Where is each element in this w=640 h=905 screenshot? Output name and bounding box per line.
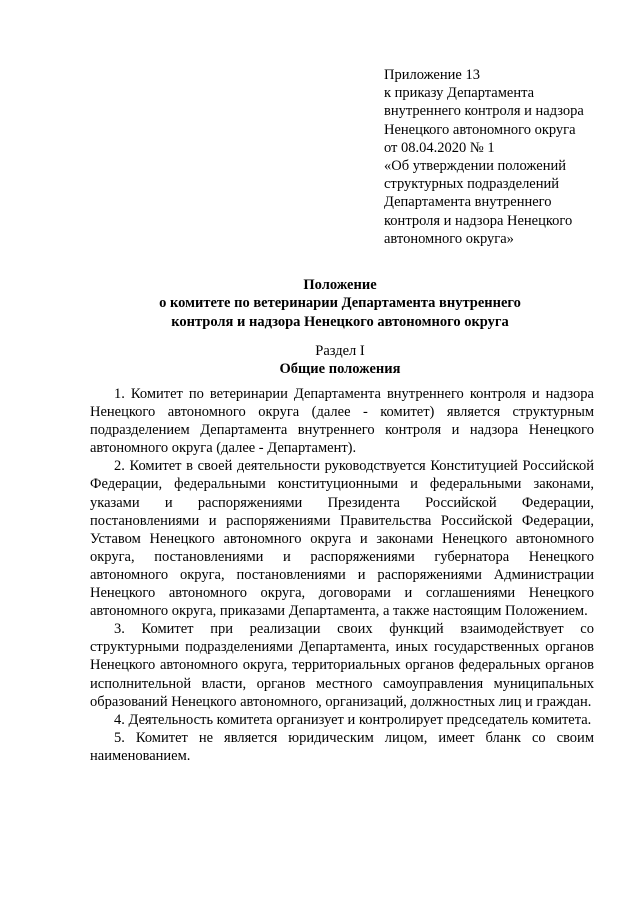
title-line: Положение [303,277,377,293]
appendix-line: к приказу Департамента [384,85,535,102]
appendix-line: структурных подразделений [384,176,560,193]
document-title [90,276,590,331]
appendix-line: Ненецкого автономного округа [384,121,576,138]
appendix-header [384,66,624,248]
appendix-line: «Об утверждении положений [384,158,566,175]
appendix-line: Департамента внутреннего [384,194,552,211]
appendix-line: внутреннего контроля и надзора [384,103,584,120]
document-body [90,385,594,765]
appendix-line: автономного округа» [384,230,514,247]
appendix-line: от 08.04.2020 № 1 [384,139,495,156]
paragraph: 4. Деятельность комитета организует и контролирует председатель комитета. [114,711,592,728]
appendix-line: Приложение 13 [384,67,480,83]
appendix-line: контроля и надзора Ненецкого [384,212,573,229]
title-line: о комитете по ветеринарии Департамента внутреннего [159,295,521,312]
title-line: контроля и надзора Ненецкого автономного округа [171,313,509,330]
section-heading: Общие положения [279,361,401,378]
paragraph: 2. Комитет в своей деятельности руководствуется Конституцией Российской Федерации, федеральными конституционными и федеральными законами, указами и распоряжениями Президента Российской Федерации, постановлениями и распоряжениями Правительства Российской Федерации, Уставом Ненецкого автономного округа и законами Ненецкого автономного округа, постановлениями и распоряжениями губернатора Ненецкого автономного округа, постановлениями и распоряжениями Администрации Ненецкого автономного округа, договорами и соглашениями Ненецкого автономного округа, приказами Департамента, а также настоящим Положением. [90,458,594,620]
paragraph: 3. Комитет при реализации своих функций взаимодействует со структурными подразделениями Департамента, иных государственных органов Ненецкого автономного округа, территориальных органов федеральных органов исполнительной власти, органов местного самоуправления муниципальных образований Ненецкого автономного, организаций, должностных лиц и граждан. [90,621,594,710]
section-header [90,342,590,379]
paragraph: 5. Комитет не является юридическим лицом, имеет бланк со своим наименованием. [90,729,594,764]
section-number: Раздел I [315,343,365,359]
paragraph: 1. Комитет по ветеринарии Департамента внутреннего контроля и надзора Ненецкого автономного округа (далее - комитет) является структурным подразделением Департамента внутреннего контроля и надзора Ненецкого автономного округа (далее - Департамент). [90,386,594,457]
